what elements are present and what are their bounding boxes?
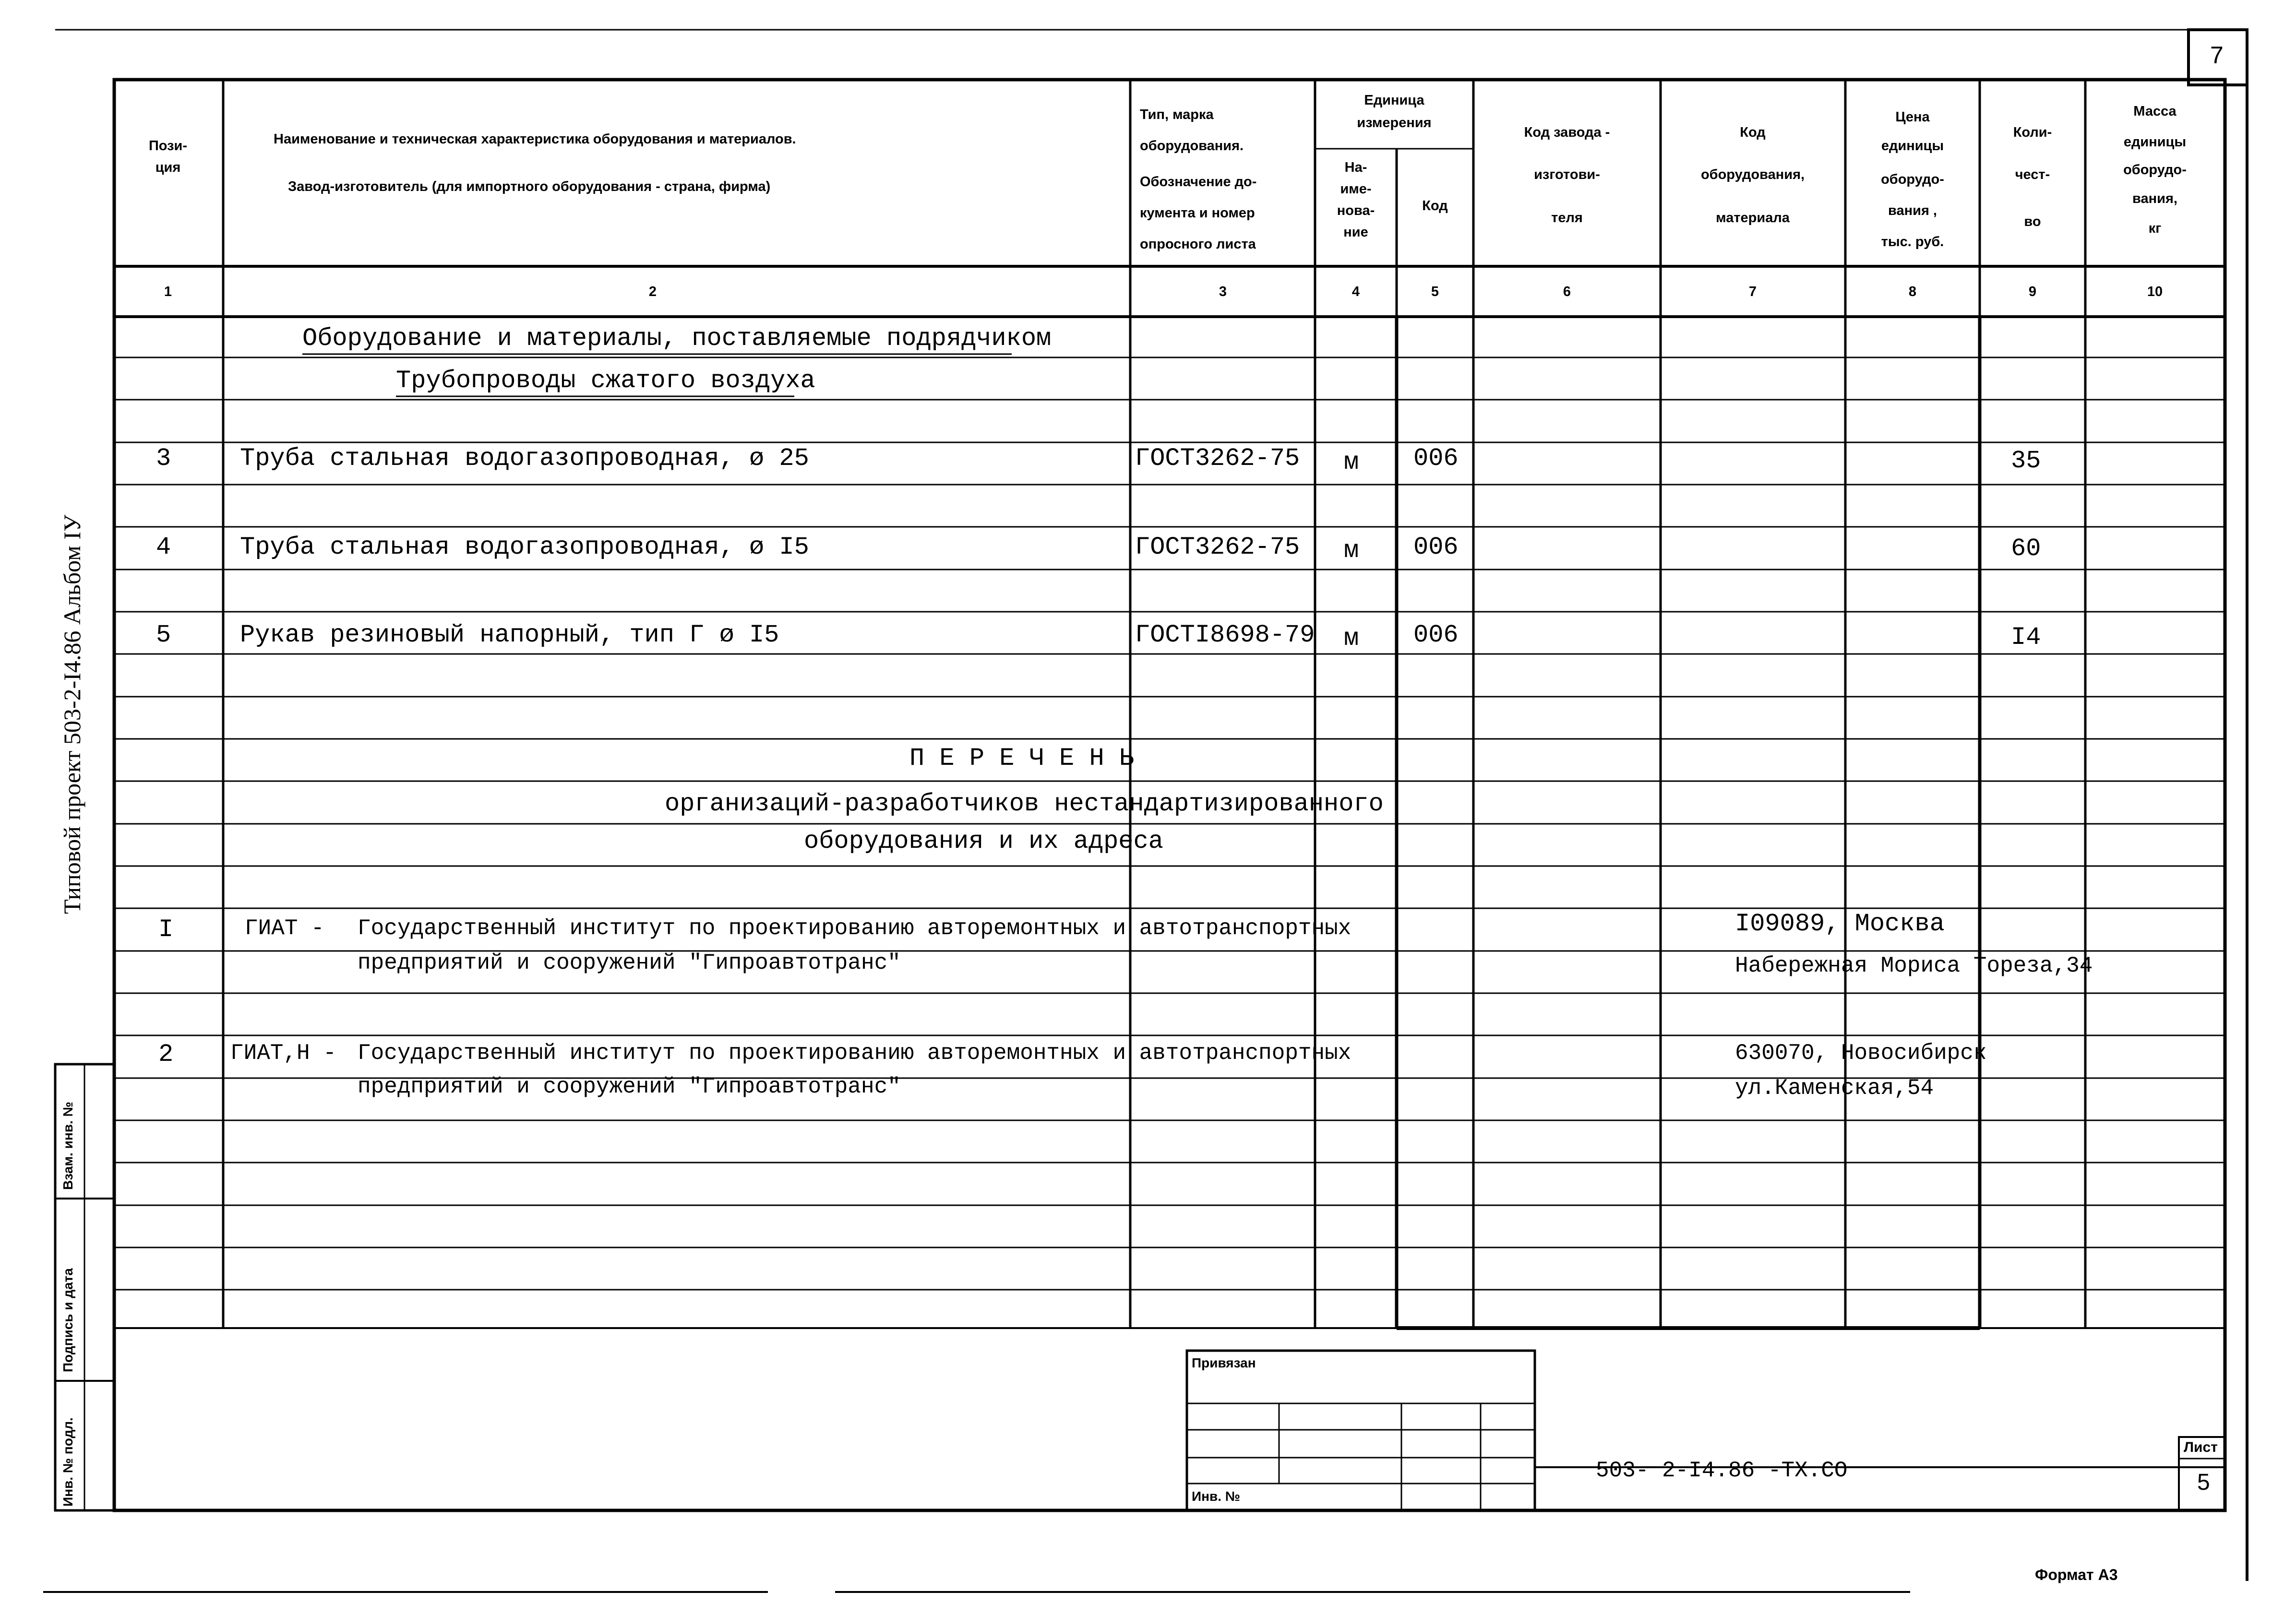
header-col6-line3: теля <box>1551 210 1583 226</box>
org-address-line2: ул.Каменская,54 <box>1735 1076 1934 1101</box>
header-col10-line3: оборудо- <box>2123 162 2187 178</box>
header-col10-line1: Масса <box>2133 104 2176 119</box>
col-number-8: 8 <box>1908 284 1917 299</box>
item-pos: 3 <box>156 444 171 473</box>
col-number-10: 10 <box>2147 284 2163 299</box>
col-number-4: 4 <box>1351 284 1360 299</box>
item-unit: м <box>1344 536 1359 565</box>
header-col4-line2: име- <box>1340 181 1372 197</box>
item-name: Труба стальная водогазопроводная, ø 25 <box>240 444 809 473</box>
col-number-7: 7 <box>1748 284 1757 299</box>
document-designation: 503- 2-I4.86 -TX.CO <box>1596 1458 1848 1483</box>
item-qty: 60 <box>2011 534 2041 563</box>
org-address-line1: 630070, Новосибирск <box>1735 1041 1987 1066</box>
header-col3-line1: Тип, марка <box>1140 107 1214 122</box>
side-title: Типовой проект 503-2-I4.86 Альбом IУ <box>59 514 85 914</box>
sheet-label: Лист <box>2184 1439 2218 1455</box>
item-name: Труба стальная водогазопроводная, ø I5 <box>240 533 809 561</box>
header-col8-line1: Цена <box>1895 109 1930 125</box>
org-name-line2: предприятий и сооружений "Гипроавтотранс" <box>358 950 901 975</box>
header-col8-line2: единицы <box>1881 138 1944 154</box>
header-col9-line3: во <box>2024 214 2041 229</box>
stamp-inv-no: Инв. № <box>1192 1489 1241 1504</box>
org-address-line2: Набережная Мориса Тореза,34 <box>1735 953 2093 978</box>
item-code: 006 <box>1413 533 1459 561</box>
list-title: П Е Р Е Ч Е Н Ь <box>909 744 1135 772</box>
header-col8-line3: оборудо- <box>1881 172 1944 187</box>
header-col8-line5: тыс. руб. <box>1881 234 1944 249</box>
col-number-1: 1 <box>164 284 172 299</box>
org-number: I <box>158 915 174 944</box>
header-col1-line2: ция <box>155 160 181 175</box>
side-stamp-original-inv: Инв. № подл. <box>60 1417 75 1507</box>
header-unit-group-line2: измерения <box>1357 115 1432 131</box>
col-number-5: 5 <box>1431 284 1439 299</box>
item-unit: м <box>1344 624 1359 653</box>
side-stamp-replaced-inv: Взам. инв. № <box>60 1102 75 1190</box>
org-abbr: ГИАТ,Н - <box>230 1041 336 1066</box>
item-code: 006 <box>1413 444 1459 473</box>
header-col5: Код <box>1422 198 1448 214</box>
item-doc: ГОСТI8698-79 <box>1135 621 1315 649</box>
item-pos: 5 <box>156 621 171 649</box>
header-col2-line2: Завод-изготовитель (для импортного оборудования - страна, фирма) <box>288 179 771 194</box>
section-title: Оборудование и материалы, поставляемые подрядчиком <box>302 324 1052 353</box>
header-unit-group-line1: Единица <box>1364 93 1424 108</box>
stamp-privyazan: Привязан <box>1192 1355 1256 1370</box>
header-col3-line3: Обозначение до- <box>1140 174 1257 190</box>
header-col7-line2: оборудования, <box>1700 167 1805 182</box>
header-col3-line2: оборудования. <box>1140 138 1244 154</box>
list-subtitle-line1: организаций-разработчиков нестандартизированного <box>665 790 1384 818</box>
subsection-title: Трубопроводы сжатого воздуха <box>396 367 815 395</box>
header-col9-line1: Коли- <box>2013 125 2052 140</box>
org-name-line1: Государственный институт по проектированию авторемонтных и автотранспортных <box>358 1041 1351 1066</box>
side-stamp-signature-date: Подпись и дата <box>60 1268 75 1372</box>
header-col1-line1: Пози- <box>148 138 188 154</box>
col-number-2: 2 <box>648 284 657 299</box>
org-abbr: ГИАТ - <box>245 916 324 941</box>
header-col3-line4: кумента и номер <box>1140 205 1255 221</box>
header-col4-line3: нова- <box>1337 203 1375 218</box>
item-pos: 4 <box>156 533 171 561</box>
org-address-line1: I09089, Москва <box>1735 910 1945 938</box>
header-col10-line5: кг <box>2148 221 2162 236</box>
header-col6-line2: изготови- <box>1534 167 1600 182</box>
sheet-number: 5 <box>2197 1470 2210 1495</box>
list-subtitle-line2: оборудования и их адреса <box>804 827 1163 855</box>
item-qty: 35 <box>2011 447 2041 475</box>
org-name-line2: предприятий и сооружений "Гипроавтотранс" <box>358 1074 901 1099</box>
item-name: Рукав резиновый напорный, тип Г ø I5 <box>240 621 779 649</box>
item-qty: I4 <box>2011 623 2041 652</box>
org-name-line1: Государственный институт по проектированию авторемонтных и автотранспортных <box>358 916 1351 941</box>
col-number-6: 6 <box>1563 284 1571 299</box>
format-label: Формат А3 <box>2035 1566 2118 1583</box>
header-col3-line5: опросного листа <box>1140 237 1256 252</box>
header-col10-line2: единицы <box>2123 134 2187 150</box>
header-col7-line1: Код <box>1740 125 1766 140</box>
item-doc: ГОСТ3262-75 <box>1135 444 1300 473</box>
header-col9-line2: чест- <box>2015 167 2050 182</box>
header-col10-line4: вания, <box>2132 191 2177 206</box>
col-number-3: 3 <box>1219 284 1227 299</box>
item-unit: м <box>1344 448 1359 476</box>
corner-sheet-number: 7 <box>2210 42 2224 69</box>
col-number-9: 9 <box>2028 284 2037 299</box>
header-col7-line3: материала <box>1716 210 1790 226</box>
header-col4-line4: ние <box>1343 225 1368 240</box>
header-col8-line4: вания , <box>1888 203 1937 218</box>
header-col4-line1: На- <box>1344 160 1367 175</box>
org-number: 2 <box>158 1040 174 1069</box>
item-doc: ГОСТ3262-75 <box>1135 533 1300 561</box>
item-code: 006 <box>1413 621 1459 649</box>
header-col6-line1: Код завода - <box>1524 125 1610 140</box>
header-col2-line1: Наименование и техническая характеристика оборудования и материалов. <box>274 131 796 147</box>
